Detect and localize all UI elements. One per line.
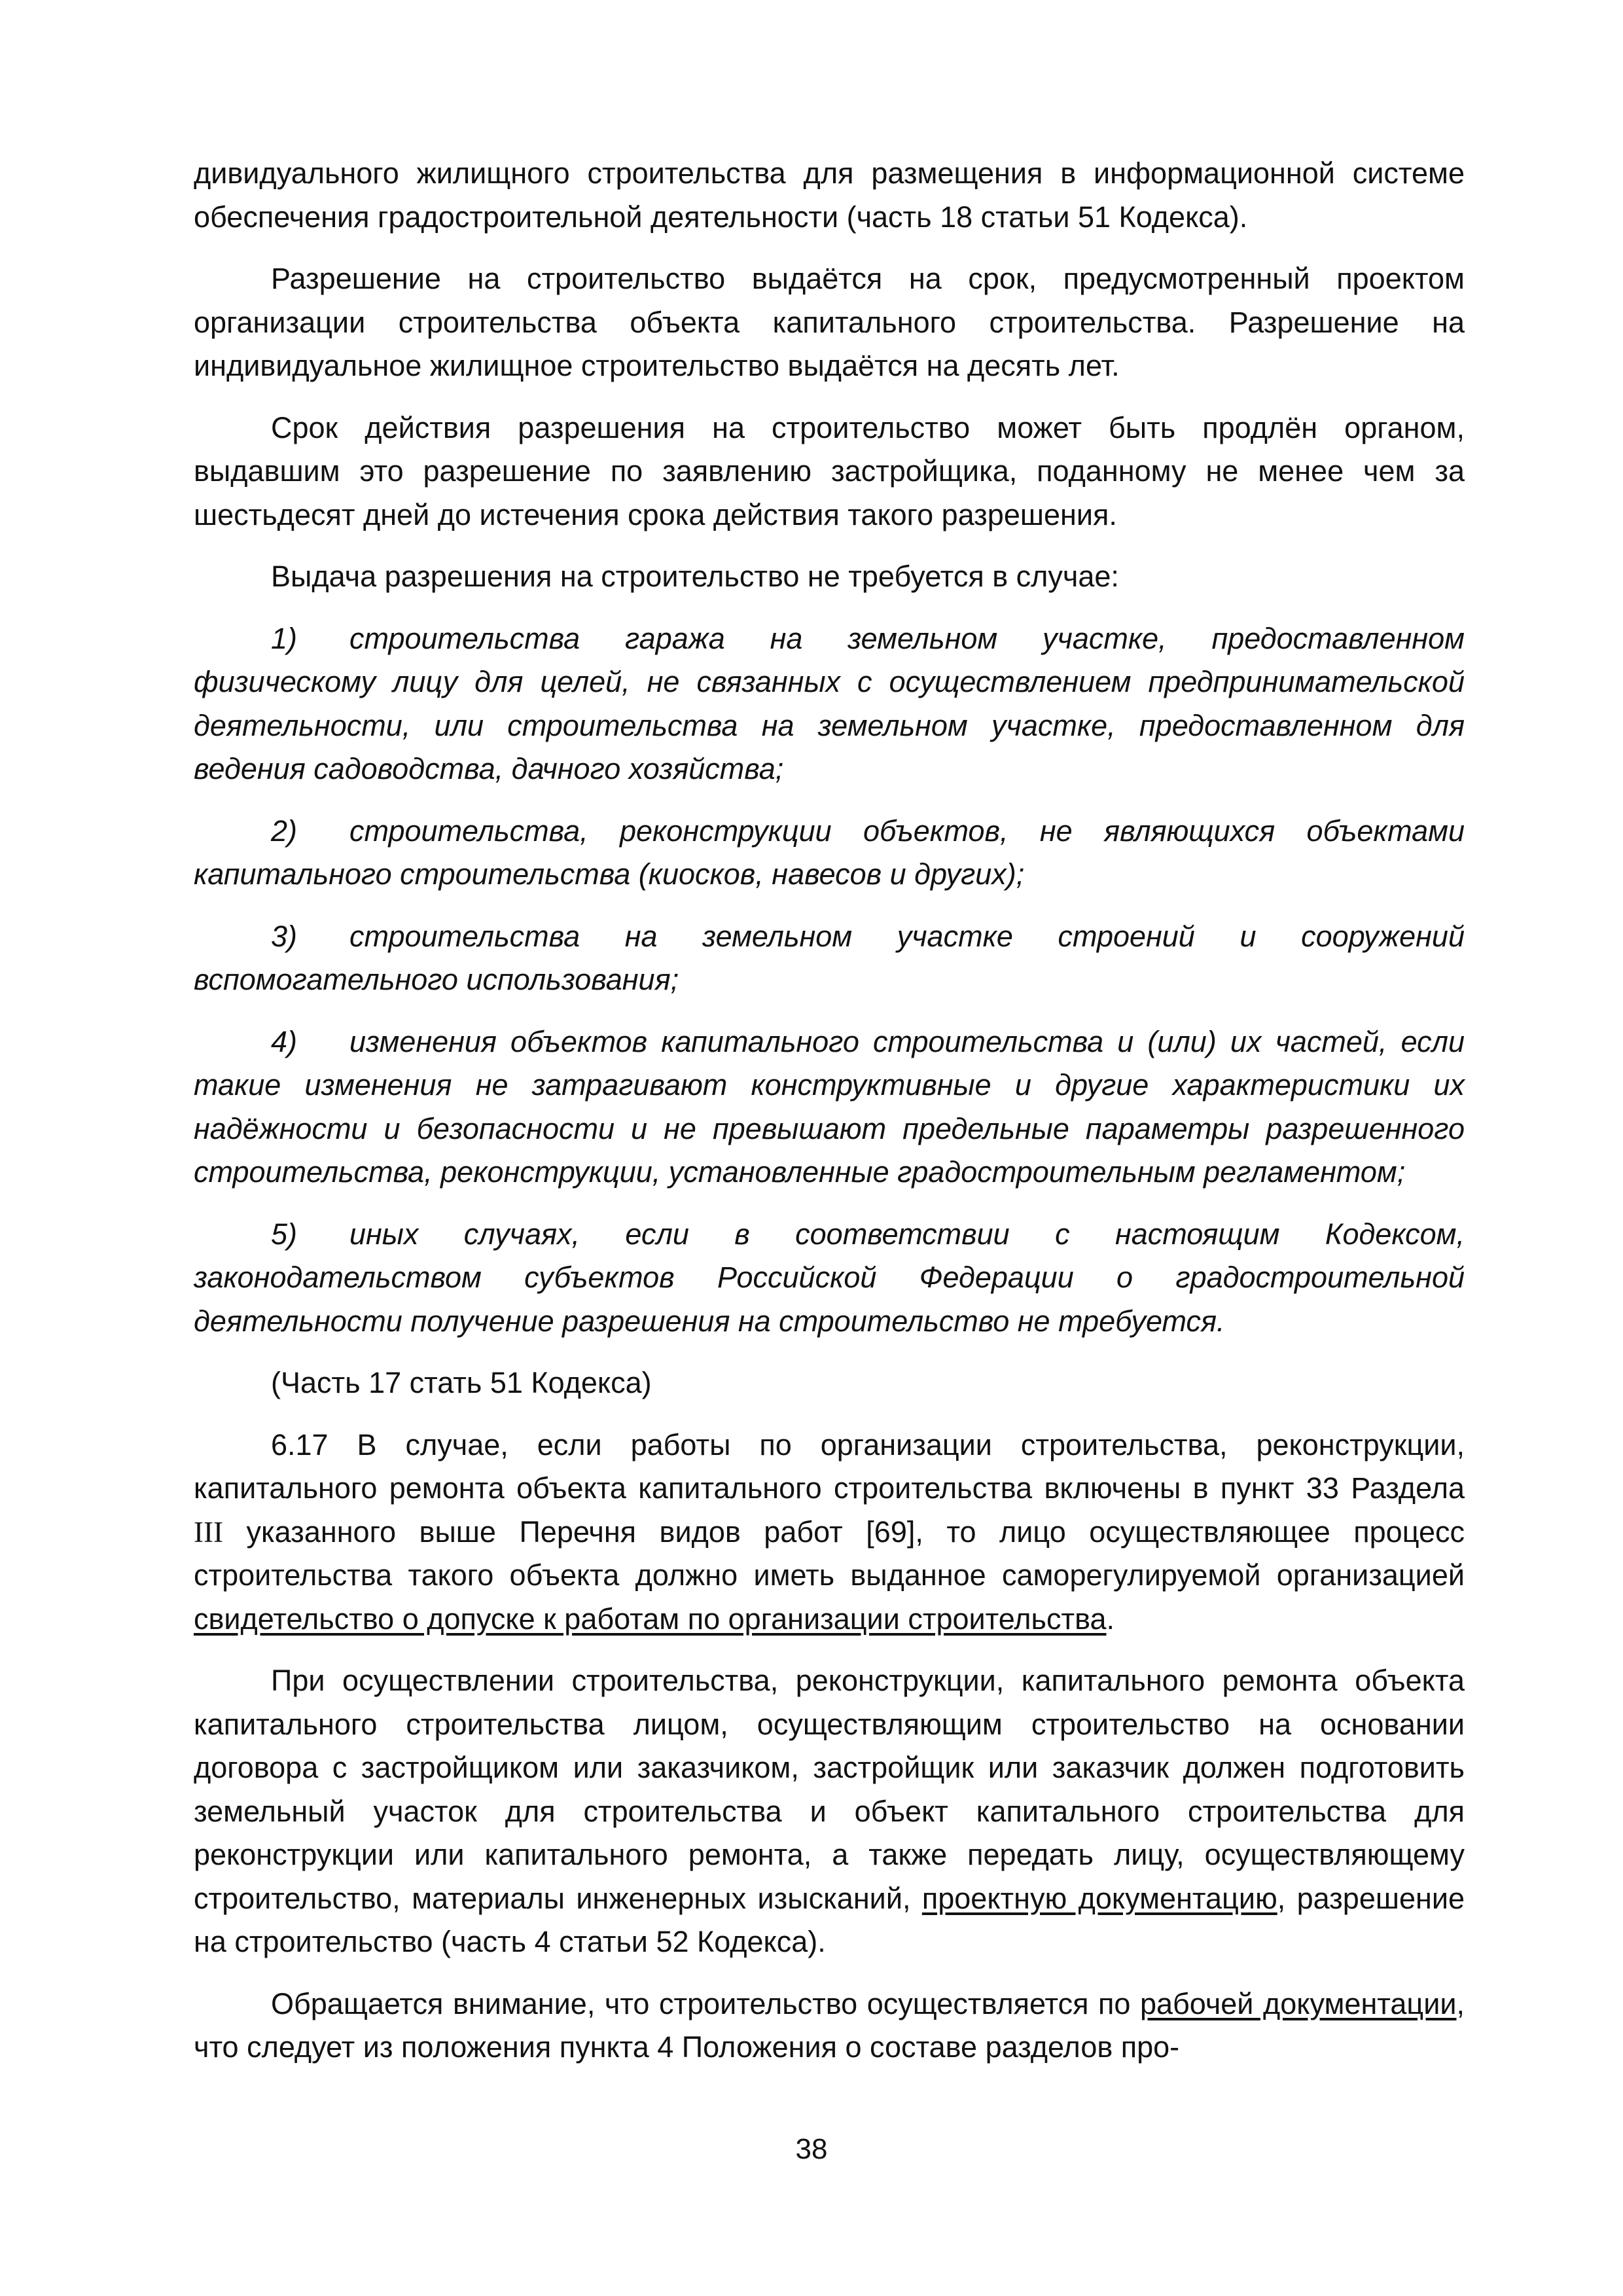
- section-text: 6.17 В случае, если работы по организации строительства, реконструкции, капитального ремонта объекта капитального строительства включены в пункт 33 Раздела: [194, 1427, 1465, 1505]
- list-item-3: [194, 915, 1465, 1002]
- list-item-text: строительства на земельном участке строений и сооружений вспомогательного использования;: [194, 919, 1465, 996]
- paragraph-permit-extension: Срок действия разрешения на строительство может быть продлён органом, выдавшим это разрешение по заявлению застройщика, поданному не менее чем за шестьдесят дней до истечения срока действия такого разрешения.: [194, 410, 1465, 531]
- paragraph-text: , что следует из положения пункта 4 Положения о составе разделов про-: [194, 1986, 1465, 2064]
- list-number: 4): [271, 1024, 298, 1058]
- list-item-text: строительства гаража на земельном участке, предоставленном физическому лицу для целей, не связанных с осуществлением предпринимательской деятельности, или строительства на земельном участке, предоставленном для ведения садоводства, дачного хозяйства;: [194, 621, 1465, 785]
- list-number: 1): [271, 621, 298, 655]
- paragraph-text: При осуществлении строительства, реконструкции, капитального ремонта объекта капитального строительства лицом, осуществляющим строительство на основании договора с застройщиком или заказчиком, застройщик или заказчик должен подготовить земельный участок для строительства и объект капитального строительства для реконструкции или капитального ремонта, а также передать лицу, осуществляющему строительство, материалы инженерных изысканий,: [194, 1664, 1465, 1915]
- section-6-17: [194, 1424, 1465, 1641]
- roman-numeral: III: [194, 1515, 223, 1549]
- working-documentation-link[interactable]: рабочей документации: [1139, 1986, 1457, 2020]
- paragraph-permit-term: Разрешение на строительство выдаётся на срок, предусмотренный проектом организации строительства объекта капитального строительства. Разрешение на индивидуальное жилищное строительство выдаётся на десять лет.: [194, 262, 1465, 382]
- list-item-text: изменения объектов капитального строительства и (или) их частей, если такие изменения не затрагивают конструктивные и другие характеристики их надёжности и безопасности и не превышают предельные параметры разрешенного строительства, реконструкции, установленные градостроительным регламентом;: [194, 1024, 1465, 1189]
- section-text: указанного выше Перечня видов работ [69], то лицо осуществляющее процесс строительства такого объекта должно иметь выданное саморегулируемой организацией: [194, 1515, 1465, 1592]
- paragraph-continuation: дивидуального жилищного строительства для размещения в информационной системе обеспечения градостроительной деятельности (часть 18 статьи 51 Кодекса).: [194, 156, 1465, 234]
- list-item-5: [194, 1213, 1465, 1344]
- list-item-text: строительства, реконструкции объектов, не являющихся объектами капитального строительства (киосков, навесов и других);: [194, 814, 1465, 891]
- list-number: 3): [271, 919, 298, 953]
- list-item-1: [194, 617, 1465, 791]
- list-item-text: иных случаях, если в соответствии с настоящим Кодексом, законодательством субъектов Российской Федерации о градостроительной деятельности получение разрешения на строительство не требуется.: [194, 1217, 1465, 1338]
- paragraph-builder-obligations: [194, 1659, 1465, 1964]
- document-page: [194, 152, 1465, 2088]
- paragraph-permit-not-required: Выдача разрешения на строительство не требуется в случае:: [271, 560, 1119, 593]
- reference-note: (Часть 17 стать 51 Кодекса): [271, 1366, 652, 1399]
- section-end: .: [1106, 1602, 1115, 1636]
- list-number: 5): [271, 1217, 298, 1251]
- paragraph-working-documentation: [194, 1982, 1465, 2070]
- list-number: 2): [271, 814, 298, 848]
- list-item-2: [194, 810, 1465, 897]
- page-number: 38: [795, 2133, 828, 2165]
- certificate-link[interactable]: свидетельство о допуске к работам по организации строительства: [194, 1602, 1107, 1636]
- project-documentation-link[interactable]: проектную документацию: [921, 1881, 1277, 1915]
- list-item-4: [194, 1020, 1465, 1194]
- paragraph-text: Обращается внимание, что строительство осуществляется по: [271, 1986, 1140, 2020]
- paragraph-text: , разрешение на строительство (часть 4 статьи 52 Кодекса).: [194, 1881, 1465, 1958]
